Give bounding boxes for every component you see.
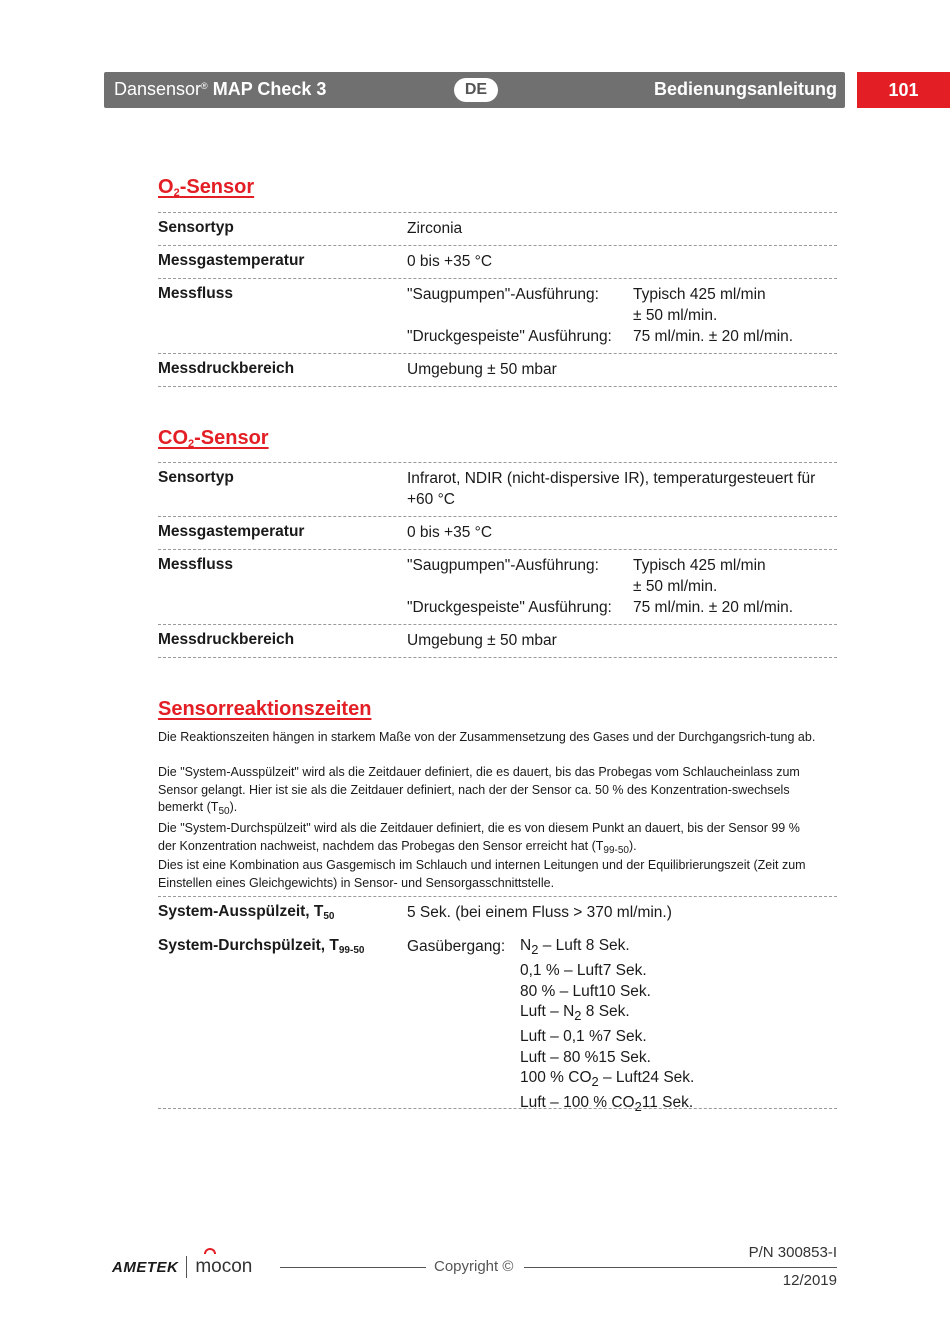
divider xyxy=(158,896,837,897)
divider xyxy=(158,386,837,387)
co2-sensor-heading: $CO_2$-Sensor xyxy=(158,427,269,450)
gas-transition-item: Luft – 100 % $CO_211$ Sek. xyxy=(520,1094,694,1115)
gas-transition-item: Luft – 0,1 %7 Sek. xyxy=(520,1028,647,1045)
t50-value: 5 Sek. (bei einem Fluss > 370 ml/min.) xyxy=(407,904,672,921)
divider xyxy=(158,245,837,246)
footer-rule-right xyxy=(524,1267,837,1268)
product-name: Dansensor® MAP Check 3 xyxy=(114,79,327,99)
o2-flow-a-label: "Saugpumpen"-Ausführung: xyxy=(407,286,599,303)
divider xyxy=(158,657,837,658)
o2-pressure-label: Messdruckbereich xyxy=(158,360,295,377)
co2-flow-a-label: "Saugpumpen"-Ausführung: xyxy=(407,557,599,574)
o2-sensortyp-label: Sensortyp xyxy=(158,219,234,236)
t99-label: System-Durchspülzeit, $T_{99-50}$ xyxy=(158,937,365,956)
o2-flow-label: Messfluss xyxy=(158,285,233,302)
o2-sensor-heading: $O_2$-Sensor xyxy=(158,176,255,199)
o2-flow-a-value: Typisch 425 ml/min ± 50 ml/min. xyxy=(633,286,766,324)
gas-transition-list xyxy=(520,936,694,1118)
language-badge: DE xyxy=(454,78,498,102)
o2-sensortyp-value: Zirconia xyxy=(407,220,463,237)
gas-transition-item: 80 % – Luft10 Sek. xyxy=(520,982,651,1000)
divider xyxy=(158,353,837,354)
gas-transition-item: $N_2$ – Luft 8 Sek. xyxy=(520,937,630,958)
divider xyxy=(158,212,837,213)
gas-transition-item: 0,1 % – Luft7 Sek. xyxy=(520,961,647,979)
manual-title: Bedienungsanleitung xyxy=(653,79,837,99)
divider xyxy=(158,624,837,625)
reaction-paragraph-4: Dies ist eine Kombination aus Gasgemisch im Schlauch und internen Leitungen und der Equilibrierungszeit (Zeit zum Einstellen eines Gleichgewichts) in Sensor- und Sensorgasschnittstelle. xyxy=(158,858,806,890)
o2-flow-b-value: 75 ml/min. ± 20 ml/min. xyxy=(633,328,794,345)
divider xyxy=(158,278,837,279)
mocon-arc-icon xyxy=(204,1248,216,1254)
co2-temp-value: 0 bis +35 °C xyxy=(407,524,493,541)
co2-flow-a-value: Typisch 425 ml/min ± 50 ml/min. xyxy=(633,557,766,595)
gas-transition-item: Luft – 80 %15 Sek. xyxy=(520,1048,651,1066)
company-logos xyxy=(112,1256,252,1278)
part-number: P/N 300853-I xyxy=(748,1244,837,1261)
ametek-logo: AMETEK xyxy=(112,1258,179,1276)
mocon-logo: mocon xyxy=(195,1256,252,1278)
revision-date: 12/2019 xyxy=(782,1272,837,1289)
co2-pressure-value: Umgebung ± 50 mbar xyxy=(407,632,557,649)
divider xyxy=(158,462,837,463)
divider xyxy=(158,549,837,550)
co2-temp-label: Messgastemperatur xyxy=(158,523,305,540)
o2-temp-label: Messgastemperatur xyxy=(158,252,305,269)
co2-flow-label: Messfluss xyxy=(158,556,233,573)
gas-transition-item: 100 % $CO_2$ – Luft24 Sek. xyxy=(520,1069,695,1090)
t50-label: System-Ausspülzeit, $T_{50}$ xyxy=(158,903,335,922)
co2-flow-b-label: "Druckgespeiste" Ausführung: xyxy=(407,599,612,616)
co2-sensortyp-value: Infrarot, NDIR (nicht-dispersive IR), temperaturgesteuert für +60 °C xyxy=(407,470,816,508)
reaction-times-heading: Sensorreaktionszeiten xyxy=(158,698,372,720)
copyright: Copyright © xyxy=(434,1258,514,1275)
o2-pressure-value: Umgebung ± 50 mbar xyxy=(407,361,557,378)
o2-flow-b-label: "Druckgespeiste" Ausführung: xyxy=(407,328,612,345)
gas-transition-item: Luft – $N_2$ 8 Sek. xyxy=(520,1003,630,1024)
reaction-paragraph-1: Die Reaktionszeiten hängen in starkem Maße von der Zusammensetzung des Gases und der Durchgangsrich-tung ab. xyxy=(158,730,816,744)
reaction-paragraph-3: Die "System-Durchspülzeit" wird als die Zeitdauer definiert, die es von diesem Punkt an dauert, bis der Sensor 99 % der Konzentration nachweist, nachdem das Probegas den Sensor erreicht hat $(T_{99-50})$. xyxy=(158,821,800,856)
divider xyxy=(158,1108,837,1109)
co2-sensortyp-label: Sensortyp xyxy=(158,469,234,486)
t99-prefix: Gasübergang: xyxy=(407,938,506,955)
reaction-paragraph-2: Die "System-Ausspülzeit" wird als die Zeitdauer definiert, die es dauert, bis das Probegas vom Schlaucheinlass zum Sensor gelangt. Hier ist sie als die Zeitdauer definiert, nach der der Sensor ca. 50 % des Konzentration-swechsels bemerkt $(T_{50})$. xyxy=(158,765,800,817)
co2-pressure-label: Messdruckbereich xyxy=(158,631,295,648)
o2-temp-value: 0 bis +35 °C xyxy=(407,253,493,270)
logo-separator xyxy=(186,1256,187,1278)
header-bar xyxy=(104,72,845,108)
divider xyxy=(158,516,837,517)
page-number: 101 xyxy=(857,72,950,108)
co2-flow-b-value: 75 ml/min. ± 20 ml/min. xyxy=(633,599,794,616)
footer-rule-left xyxy=(280,1267,426,1268)
